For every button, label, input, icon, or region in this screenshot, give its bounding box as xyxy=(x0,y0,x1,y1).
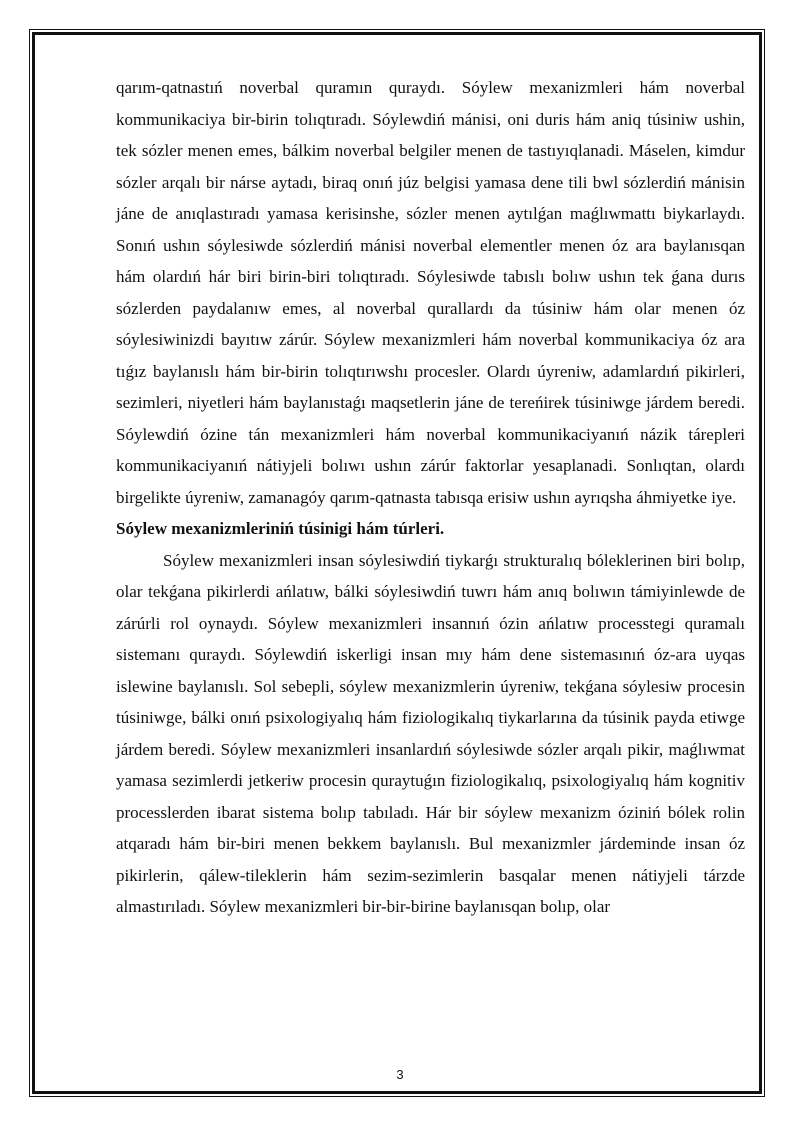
section-heading: Sóylew mexanizmleriniń túsinigi hám túrleri. xyxy=(116,519,445,538)
page-number: 3 xyxy=(396,1067,404,1082)
paragraph-continuation: qarım-qatnastıń noverbal quramın quraydı. Sóylew mexanizmleri hám noverbal kommunikaciya bir-birin tolıqtıradı. Sóylewdiń mánisi, oni duris hám aniq túsiniw ushin, tek sózler menen emes, bálkim noverbal belgiler menen de tastıyıqlanadi. Máselen, kimdur sózler arqalı bir nárse aytadı, biraq onıń júz belgisi yamasa dene tili bwl sózlerdiń mánisin jáne de anıqlastıradı yamasa kerisinshe, sózler menen aytılǵan maǵlıwmattı biykarlaydı. Sonıń ushın sóylesiwde sózlerdiń mánisi noverbal elementler menen óz ara baylanısqan hám olardıń hár biri birin-biri tolıqtıradı. Sóylesiwde tabıslı bolıw ushın tek ǵana durıs sózlerden paydalanıw emes, al noverbal qurallardı da túsiniw hám olar menen óz sóylesiwinizdi bayıtıw zárúr. Sóylew mexanizmleri hám noverbal kommunikaciya óz ara tıǵız baylanıslı hám bir-birin tolıqtırıwshı procesler. Olardı úyreniw, adamlardıń pikirleri, sezimleri, niyetleri hám baylanıstaǵı maqsetlerin jáne de tereńirek túsiniwge járdem beredi. Sóylewdiń ózine tán mexanizmleri hám noverbal kommunikaciyanıń názik tárepleri kommunikaciyanıń nátiyjeli bolıwı ushın zárúr faktorlar yesaplanadi. Sonlıqtan, olardı birgelikte úyreniw, zamanagóy qarım-qatnasta tabısqa erisiw ushın ayrıqsha áhmiyetke iye. xyxy=(116,78,745,507)
paragraph-main: Sóylew mexanizmleri insan sóylesiwdiń tiykarǵı strukturalıq bóleklerinen biri bolıp, olar tekǵana pikirlerdi ańlatıw, bálki sóylesiwdiń tuwrı hám anıq bolıwın támiyinlewde de zárúrli rol oynaydı. Sóylew mexanizmleri insannıń ózin ańlatıw processtegi quramalı sistemanı quraydı. Sóylewdiń iskerligi insan mıy hám dene sistemasınıń óz-ara uyqas islewine baylanıslı. Sol sebepli, sóylew mexanizmlerin úyreniw, tekǵana sóylesiw procesin túsiniwge, bálki onıń psixologiyalıq hám fiziologikalıq tiykarlarına da túsinik payda etiwge járdem beredi. Sóylew mexanizmleri insanlardıń sóylesiwde sózler arqalı pikir, maǵlıwmat yamasa sezimlerdi jetkeriw procesin quraytuǵın fiziologikalıq, psixologiyalıq hám kognitiv processlerden ibarat sistema bolıp tabıladı. Hár bir sóylew mexanizm óziniń bólek rolin atqaradı hám bir-biri menen bekkem baylanıslı. Bul mexanizmler járdeminde insan óz pikirlerin, qálew-tileklerin hám sezim-sezimlerin basqalar menen nátiyjeli tárzde almastırıladı. Sóylew mexanizmleri bir-bir-birine baylanısqan bolıp, olar xyxy=(116,550,745,916)
document-body xyxy=(116,72,745,923)
